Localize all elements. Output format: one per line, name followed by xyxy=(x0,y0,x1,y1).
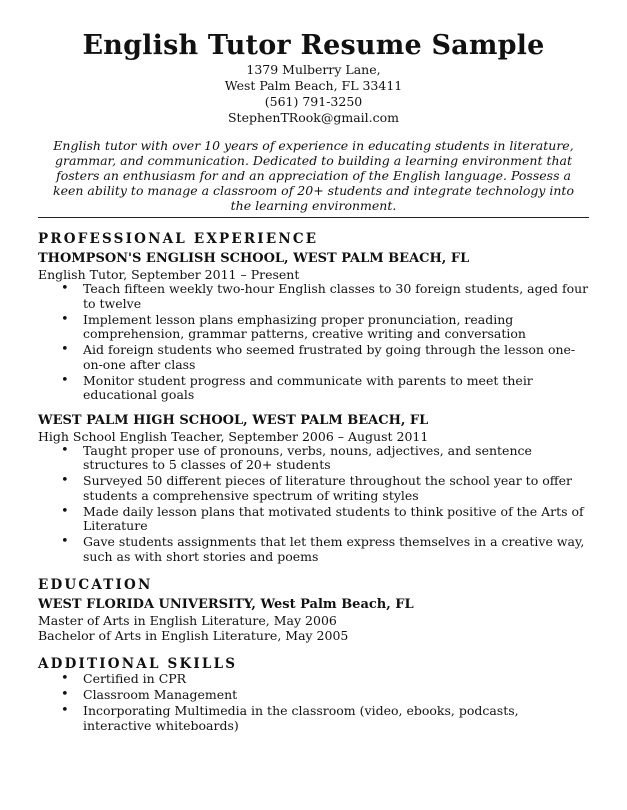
education-degree: Bachelor of Arts in English Literature, May 2005 xyxy=(38,628,349,643)
bullet-item: • Gave students assignments that let them express themselves in a creative way, such as with short stories and poems xyxy=(83,535,589,564)
bullet-item: • Teach fifteen weekly two-hour English classes to 30 foreign students, aged four to twelve xyxy=(83,282,589,311)
job-bullets xyxy=(38,282,589,403)
section-heading-education: EDUCATION xyxy=(38,577,153,593)
skill-item: • Incorporating Multimedia in the classroom (video, ebooks, podcasts, interactive whiteboards) xyxy=(83,704,589,733)
address-line-1: 1379 Mulberry Lane, xyxy=(246,62,381,77)
job-entry xyxy=(38,251,589,403)
bullet-item: • Monitor student progress and communicate with parents to meet their educational goals xyxy=(83,374,589,403)
skill-item: • Certified in CPR xyxy=(83,672,589,687)
skills-list xyxy=(38,672,589,733)
job-role: English Tutor, September 2011 – Present xyxy=(38,267,300,282)
email-address: StephenTRook@gmail.com xyxy=(227,110,399,125)
job-entry xyxy=(38,413,589,565)
job-bullets xyxy=(38,444,589,565)
skill-item: • Classroom Management xyxy=(83,688,589,703)
resume-title: English Tutor Resume Sample xyxy=(82,30,545,61)
bullet-item: • Surveyed 50 different pieces of literature throughout the school year to offer students a comprehensive spectrum of writing styles xyxy=(83,474,589,503)
summary-divider xyxy=(38,217,589,218)
job-role: High School English Teacher, September 2006 – August 2011 xyxy=(38,428,429,444)
bullet-item: • Implement lesson plans emphasizing proper pronunciation, reading comprehension, grammar patterns, creative writing and conversation xyxy=(83,313,589,342)
professional-summary: English tutor with over 10 years of experience in educating students in literature, grammar, and communication. Dedicated to building a learning environment that fosters an enthusiasm for and an appreciation of the English language. Possess a keen ability to manage a classroom of 20+ students and integrate technology into the learning environment. xyxy=(53,138,574,213)
section-heading-skills: ADDITIONAL SKILLS xyxy=(38,656,238,672)
education-degree: Master of Arts in English Literature, May 2006 xyxy=(38,613,337,628)
bullet-item: • Aid foreign students who seemed frustrated by going through the lesson one-on-one after class xyxy=(83,343,589,372)
job-employer: WEST PALM HIGH SCHOOL, WEST PALM BEACH, FL xyxy=(38,412,429,428)
phone-number: (561) 791-3250 xyxy=(264,94,363,109)
contact-block xyxy=(38,62,589,126)
bullet-item: • Made daily lesson plans that motivated students to think positive of the Arts of Literature xyxy=(83,505,589,534)
education-school: WEST FLORIDA UNIVERSITY, West Palm Beach, FL xyxy=(38,597,414,612)
bullet-item: • Taught proper use of pronouns, verbs, nouns, adjectives, and sentence structures to 5 classes of 20+ students xyxy=(83,444,589,473)
job-employer: THOMPSON'S ENGLISH SCHOOL, WEST PALM BEACH, FL xyxy=(38,251,470,266)
address-line-2: West Palm Beach, FL 33411 xyxy=(224,78,403,93)
section-heading-experience: PROFESSIONAL EXPERIENCE xyxy=(38,231,319,247)
